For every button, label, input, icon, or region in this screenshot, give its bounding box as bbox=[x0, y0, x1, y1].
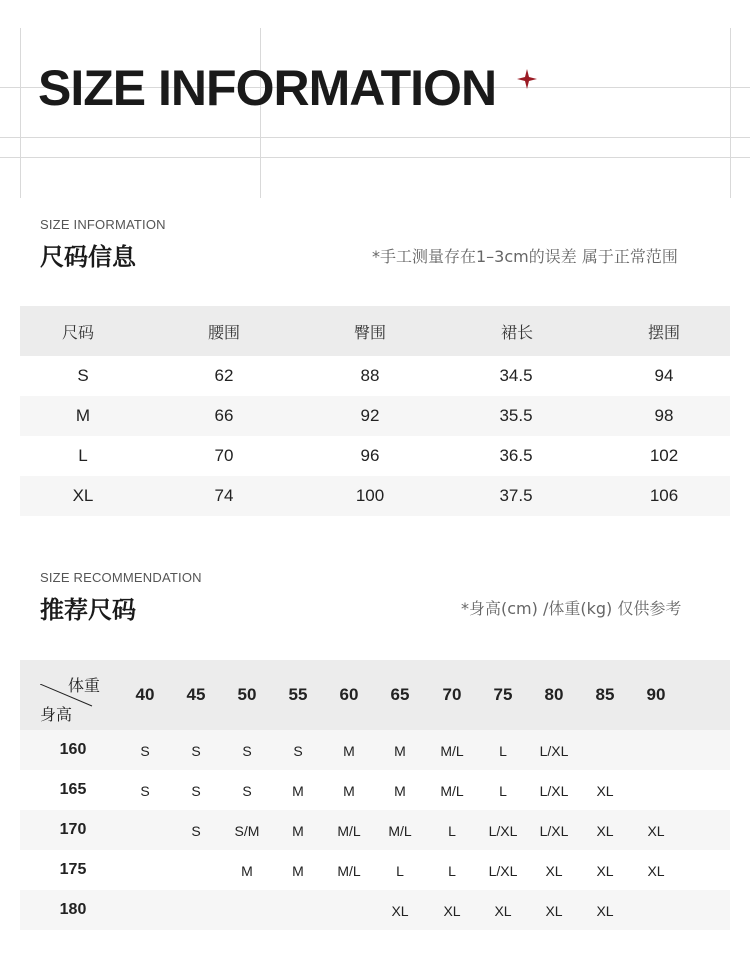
size-cell: M bbox=[292, 783, 304, 799]
table-row bbox=[20, 770, 730, 810]
size-cell: M/L bbox=[388, 823, 412, 839]
header-cell: 尺码 bbox=[61, 322, 94, 342]
table-cell: L bbox=[78, 446, 88, 465]
table-cell: 35.5 bbox=[499, 406, 533, 425]
grid-line bbox=[20, 28, 21, 198]
table-cell: 37.5 bbox=[499, 486, 533, 505]
size-cell: L/XL bbox=[539, 743, 569, 759]
size-cell: S bbox=[140, 783, 150, 799]
height-cell: 175 bbox=[59, 861, 87, 878]
size-cell: M bbox=[343, 743, 355, 759]
four-point-star-icon bbox=[517, 69, 537, 89]
size-cell: L bbox=[499, 783, 507, 799]
table-row bbox=[20, 476, 730, 516]
corner-height-label: 身高 bbox=[40, 705, 73, 724]
weight-header-cell: 40 bbox=[135, 685, 155, 704]
recommendation-table bbox=[20, 660, 730, 930]
size-cell: S bbox=[191, 823, 201, 839]
size-section-title: 尺码信息 bbox=[40, 243, 136, 271]
table-row bbox=[20, 356, 730, 396]
size-cell: L bbox=[448, 863, 456, 879]
table-cell: 34.5 bbox=[499, 366, 533, 385]
size-section-note: *手工测量存在1–3cm的误差 属于正常范围 bbox=[372, 247, 678, 266]
size-cell: S bbox=[242, 743, 252, 759]
table-cell: XL bbox=[72, 486, 94, 505]
table-cell: 96 bbox=[360, 446, 380, 465]
recommendation-table-header bbox=[20, 660, 730, 730]
size-cell: L bbox=[396, 863, 404, 879]
header-cell: 腰围 bbox=[207, 322, 240, 342]
size-section-en-title: SIZE INFORMATION bbox=[40, 217, 166, 232]
size-cell: XL bbox=[545, 903, 563, 919]
grid-line bbox=[0, 157, 750, 158]
size-table-header bbox=[20, 306, 730, 356]
size-cell: M/L bbox=[337, 823, 361, 839]
table-cell: M bbox=[75, 406, 91, 425]
size-cell: M bbox=[343, 783, 355, 799]
weight-header-cell: 90 bbox=[646, 685, 666, 704]
table-cell: 36.5 bbox=[499, 446, 533, 465]
size-cell: XL bbox=[647, 823, 665, 839]
table-cell: 74 bbox=[214, 486, 234, 505]
table-cell: 88 bbox=[360, 366, 380, 385]
size-cell: L bbox=[499, 743, 507, 759]
size-cell: S bbox=[293, 743, 303, 759]
weight-header-cell: 50 bbox=[237, 685, 257, 704]
size-cell: XL bbox=[443, 903, 461, 919]
table-cell: 92 bbox=[360, 406, 380, 425]
size-cell: S bbox=[191, 743, 201, 759]
height-cell: 165 bbox=[59, 781, 87, 798]
size-cell: S bbox=[140, 743, 150, 759]
size-cell: XL bbox=[494, 903, 512, 919]
size-cell: M/L bbox=[440, 743, 464, 759]
size-cell: M/L bbox=[440, 783, 464, 799]
weight-header-cell: 55 bbox=[288, 685, 308, 704]
weight-header-cell: 85 bbox=[595, 685, 615, 704]
height-cell: 160 bbox=[59, 741, 87, 758]
rec-section-title: 推荐尺码 bbox=[40, 596, 136, 624]
size-cell: M bbox=[241, 863, 253, 879]
size-cell: XL bbox=[596, 783, 614, 799]
size-cell: L/XL bbox=[539, 783, 569, 799]
table-cell: 70 bbox=[214, 446, 234, 465]
table-row bbox=[20, 890, 730, 930]
weight-header-cell: 70 bbox=[442, 685, 462, 704]
size-cell: XL bbox=[596, 863, 614, 879]
weight-header-cell: 65 bbox=[390, 685, 410, 704]
corner-weight-label: 体重 bbox=[68, 676, 101, 695]
table-row bbox=[20, 436, 730, 476]
size-cell: M/L bbox=[337, 863, 361, 879]
size-cell: XL bbox=[647, 863, 665, 879]
weight-header-cell: 80 bbox=[544, 685, 564, 704]
size-cell: S bbox=[242, 783, 252, 799]
size-cell: M bbox=[292, 823, 304, 839]
table-cell: 102 bbox=[649, 446, 679, 465]
table-row bbox=[20, 850, 730, 890]
height-cell: 180 bbox=[59, 901, 87, 918]
size-cell: L bbox=[448, 823, 456, 839]
table-cell: 106 bbox=[649, 486, 679, 505]
hero-title: SIZE INFORMATION bbox=[38, 60, 497, 116]
size-cell: XL bbox=[545, 863, 563, 879]
size-cell: XL bbox=[596, 823, 614, 839]
weight-header-cell: 45 bbox=[186, 685, 206, 704]
table-row bbox=[20, 730, 730, 770]
table-cell: 94 bbox=[654, 366, 674, 385]
table-row bbox=[20, 396, 730, 436]
size-cell: XL bbox=[391, 903, 409, 919]
size-cell: S/M bbox=[234, 823, 260, 839]
grid-line bbox=[730, 28, 731, 198]
header-cell: 裙长 bbox=[500, 322, 533, 342]
header-cell: 摆围 bbox=[647, 322, 680, 342]
weight-header-cell: 60 bbox=[339, 685, 359, 704]
table-row bbox=[20, 810, 730, 850]
rec-section-en-title: SIZE RECOMMENDATION bbox=[40, 570, 202, 585]
size-cell: S bbox=[191, 783, 201, 799]
table-cell: 62 bbox=[214, 366, 234, 385]
rec-section-note: *身高(cm) /体重(kg) 仅供参考 bbox=[461, 599, 682, 618]
size-cell: L/XL bbox=[488, 863, 518, 879]
weight-header-cell: 75 bbox=[493, 685, 513, 704]
size-cell: M bbox=[394, 783, 406, 799]
grid-line bbox=[0, 137, 750, 138]
header-cell: 臀围 bbox=[353, 322, 386, 342]
size-table bbox=[20, 306, 730, 516]
table-cell: 100 bbox=[355, 486, 385, 505]
height-cell: 170 bbox=[59, 821, 87, 838]
size-cell: L/XL bbox=[539, 823, 569, 839]
table-cell: 66 bbox=[214, 406, 234, 425]
size-cell: M bbox=[292, 863, 304, 879]
size-cell: XL bbox=[596, 903, 614, 919]
table-cell: S bbox=[77, 366, 89, 385]
size-cell: M bbox=[394, 743, 406, 759]
size-cell: L/XL bbox=[488, 823, 518, 839]
table-cell: 98 bbox=[654, 406, 674, 425]
